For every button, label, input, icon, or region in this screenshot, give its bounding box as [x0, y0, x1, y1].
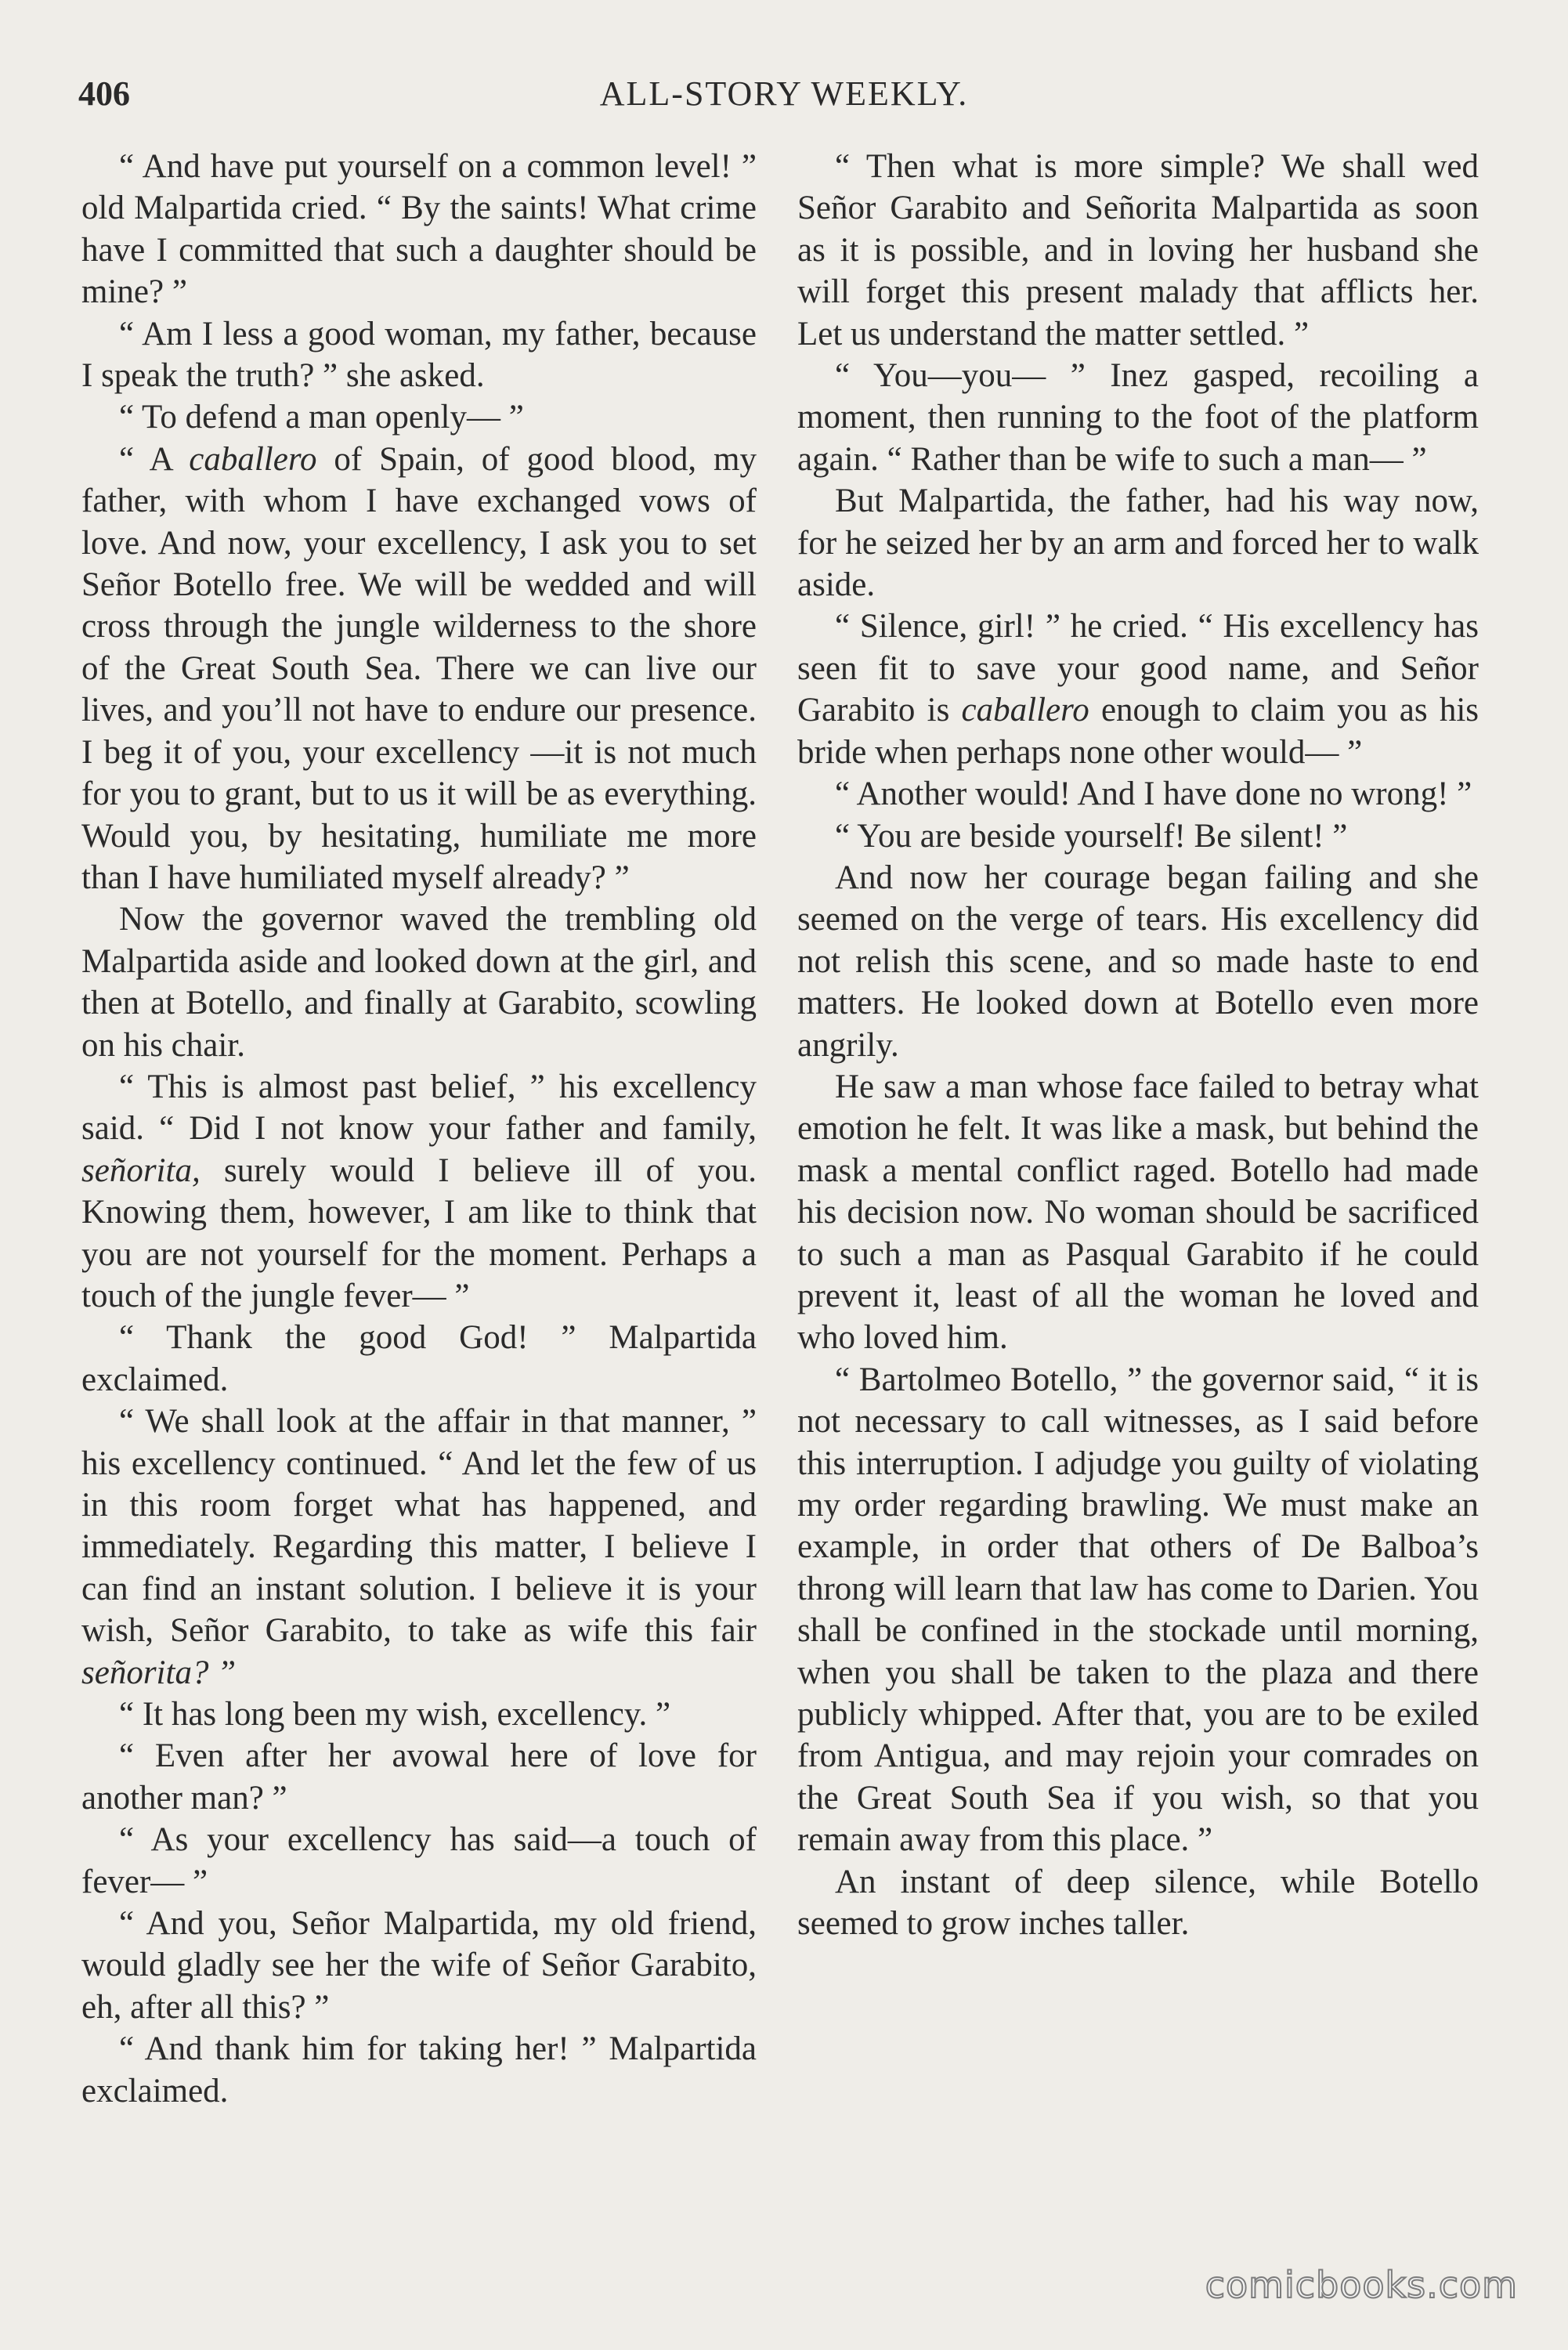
text-run: “ This is almost past belief, ” his excellency said. “ Did I not know your father and family, [81, 1068, 757, 1148]
left-column [81, 146, 757, 2112]
text-run: “ Silence, girl! ” he cried. “ His excellency has seen fit to save your good name, and Señor Garabito is [797, 608, 1479, 729]
text-run: “ Another would! And I have done no wrong! ” [835, 776, 1472, 813]
italic-text: señorita? ” [81, 1654, 237, 1691]
text-run: “ Am I less a good woman, my father, because I speak the truth? ” she asked. [81, 315, 757, 395]
paragraph [797, 773, 1479, 815]
text-run: of Spain, of good blood, my father, with whom I have exchanged vows of love. And now, your excellency, I ask you to set Señor Botello free. We will be wedded and will cross through the jungle wilderness to the shore of the Great South Sea. There we can live our lives, and you’ll not have to endure our presence. I beg it of you, your excellency —it is not much for you to grant, but to us it will be as everything. Would you, by hesitating, humiliate me more than I have humiliated myself already? ” [81, 440, 757, 896]
text-run: “ We shall look at the affair in that manner, ” his excellency continued. “ And let the few of us in this room forget what has happened, and immediately. Regarding this matter, I believe I can find an instant solution. I believe it is your wish, Señor Garabito, to take as wife this fair [81, 1403, 757, 1650]
paragraph [81, 1819, 757, 1903]
paragraph [797, 857, 1479, 1066]
right-column [797, 146, 1479, 1944]
text-run: surely would I believe ill of you. Knowing them, however, I am like to think that you are not yourself for the moment. Perhaps a touch of the jungle fever— ” [81, 1152, 757, 1314]
text-run: “ Even after her avowal here of love for another man? ” [81, 1737, 757, 1817]
text-run: “ Then what is more simple? We shall wed Señor Garabito and Señorita Malpartida as soon as it is possible, and in loving her husband she will forget this present malady that afflicts her. Let us understand the matter settled. ” [797, 148, 1479, 352]
text-run: “ You are beside yourself! Be silent! ” [835, 817, 1348, 855]
paragraph [81, 396, 757, 438]
text-run: “ As your excellency has said—a touch of fever— ” [81, 1821, 757, 1900]
text-run: “ Thank the good God! ” Malpartida exclaimed. [81, 1319, 757, 1398]
text-run: “ It has long been my wish, excellency. ” [119, 1696, 671, 1734]
text-run: And now her courage began failing and she seemed on the verge of tears. His excellency did not relish this scene, and so made haste to end matters. He looked down at Botello even more angrily. [797, 859, 1479, 1064]
paragraph [81, 1694, 757, 1735]
text-run: “ And thank him for taking her! ” Malpartida exclaimed. [81, 2030, 757, 2110]
text-run: enough to claim you as his bride when perhaps none other would— ” [797, 692, 1479, 771]
paragraph [81, 1401, 757, 1694]
text-run: But Malpartida, the father, had his way now, for he seized her by an arm and forced her to walk aside. [797, 483, 1479, 604]
text-run: “ And have put yourself on a common level! ” old Malpartida cried. “ By the saints! What crime have I committed that such a daughter should be mine? ” [81, 148, 757, 311]
paragraph [797, 480, 1479, 606]
paragraph [81, 313, 757, 397]
paragraph [81, 146, 757, 313]
paragraph [81, 898, 757, 1066]
paragraph [797, 1066, 1479, 1359]
page-number: 406 [78, 74, 130, 113]
paragraph [797, 355, 1479, 480]
text-run: “ Bartolmeo Botello, ” the governor said, “ it is not necessary to call witnesses, as I said before this interruption. I adjudge you guilty of violating my order regarding brawling. We must make an example, in order that others of De Balboa’s throng will learn that law has come to Darien. You shall be confined in the stockade until morning, when you shall be taken to the plaza and there publicly whipped. After that, you are to be exiled from Antigua, and may rejoin your comrades on the Great South Sea if you wish, so that you remain away from this place. ” [797, 1361, 1479, 1859]
paragraph [797, 1861, 1479, 1945]
paragraph [81, 1066, 757, 1317]
running-head: ALL-STORY WEEKLY. [599, 74, 969, 113]
paragraph [797, 1359, 1479, 1861]
text-run: “ And you, Señor Malpartida, my old friend, would gladly see her the wife of Señor Garabito, eh, after all this? ” [81, 1905, 757, 2026]
italic-text: caballero [189, 440, 317, 478]
paragraph [797, 146, 1479, 355]
paragraph [81, 1317, 757, 1401]
italic-text: caballero [961, 692, 1089, 729]
paragraph [81, 2028, 757, 2112]
text-run: An instant of deep silence, while Botello seemed to grow inches taller. [797, 1863, 1479, 1943]
watermark: comicbooks.com [1205, 2264, 1518, 2306]
text-run: “ To defend a man openly— ” [119, 399, 524, 436]
text-run: Now the governor waved the trembling old Malpartida aside and looked down at the girl, and then at Botello, and finally at Garabito, scowling on his chair. [81, 901, 757, 1064]
paragraph [81, 1735, 757, 1819]
paragraph [81, 439, 757, 898]
paragraph [81, 1903, 757, 2028]
text-run: “ A [119, 440, 190, 478]
text-run: He saw a man whose face failed to betray what emotion he felt. It was like a mask, but behind the mask a mental conflict raged. Botello had made his decision now. No woman should be sacrificed to such a man as Pasqual Garabito if he could prevent it, least of all the woman he loved and who loved him. [797, 1068, 1479, 1357]
paragraph [797, 606, 1479, 773]
paragraph [797, 815, 1479, 857]
italic-text: señorita, [81, 1152, 201, 1189]
text-run: “ You—you— ” Inez gasped, recoiling a moment, then running to the foot of the platform again. “ Rather than be wife to such a man— ” [797, 357, 1479, 478]
